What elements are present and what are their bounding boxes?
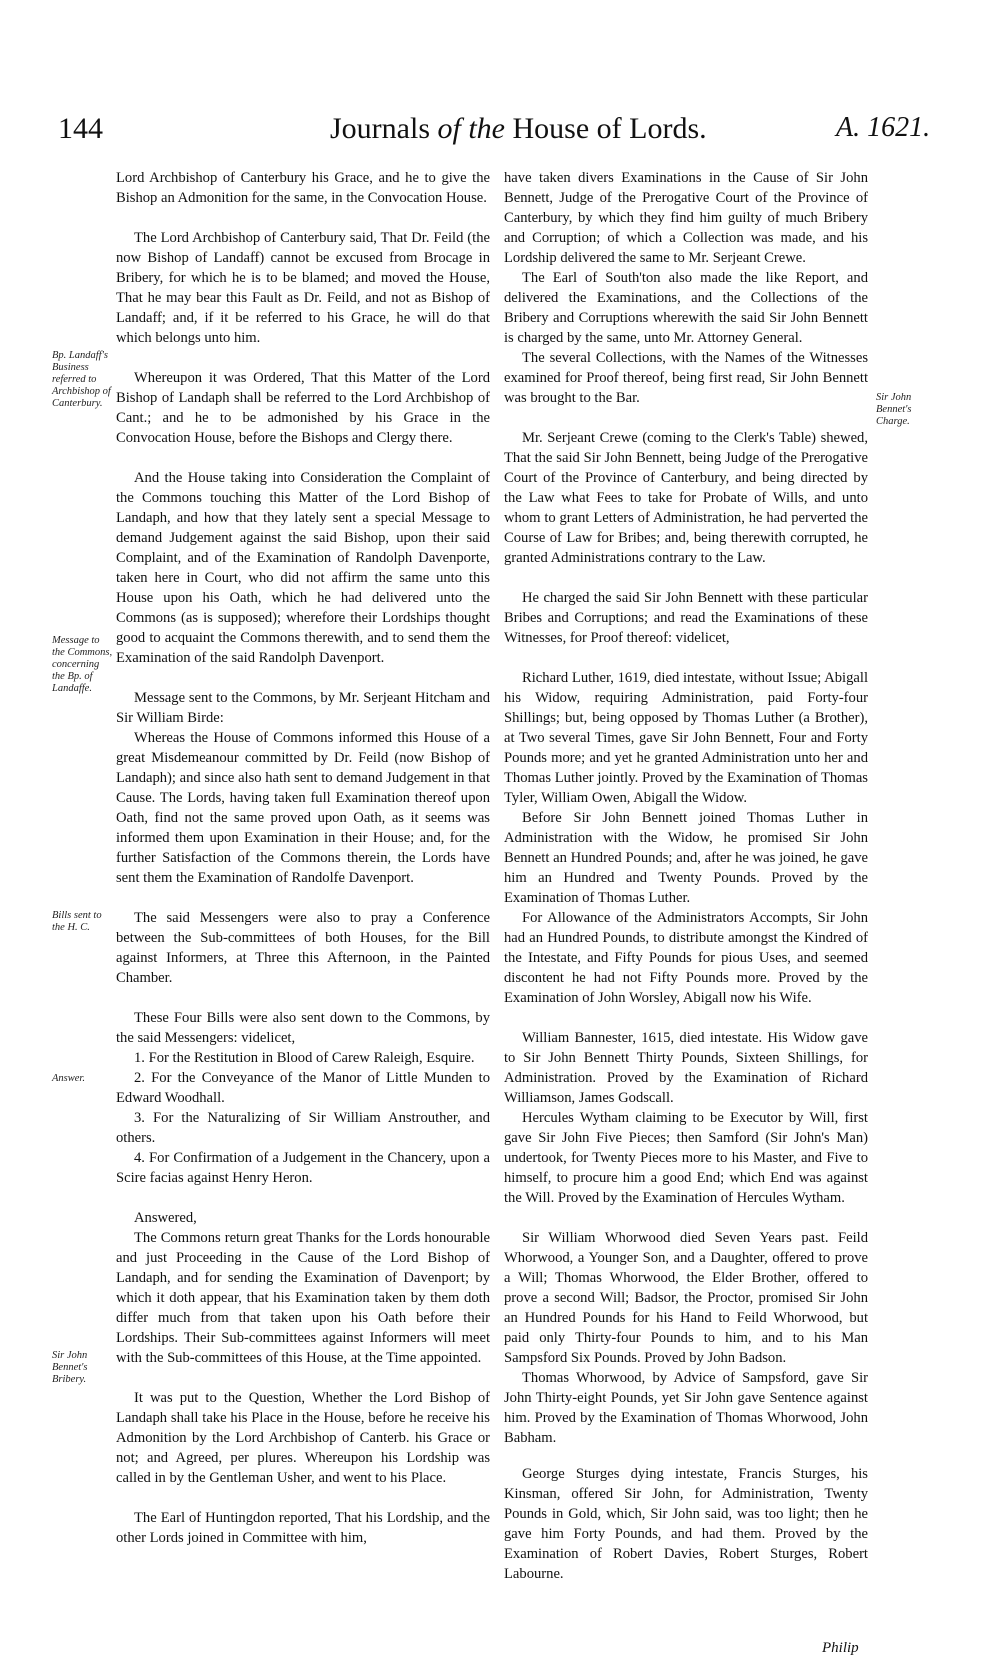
page-number: 144 <box>58 112 103 145</box>
paragraph: For Allowance of the Administrators Accompts, Sir John had an Hundred Pounds, to distribute amongst the Kindred of the Intestate, and Fifty Pounds for pious Uses, and seemed discontent he had not Fifty Pounds more. Proved by the Examination of John Worsley, Abigall now his Wife. <box>504 910 868 1006</box>
catchword: Philip <box>822 1640 859 1656</box>
paragraph: He charged the said Sir John Bennett with these particular Bribes and Corruptions; and read the Examinations of these Witnesses, for Proof thereof: videlicet, <box>504 590 868 646</box>
left-column <box>116 168 490 1548</box>
right-column <box>504 168 868 1584</box>
paragraph: It was put to the Question, Whether the Lord Bishop of Landaph shall take his Place in the House, before he receive his Admonition by the Lord Archbishop of Canterb. his Grace or not; and Agreed, per plures. Whereupon his Lordship was called in by the Gentleman Usher, and went to his Place. <box>116 1390 490 1486</box>
paragraph: George Sturges dying intestate, Francis Sturges, his Kinsman, offered Sir John, for Administration, Twenty Pounds in Gold, which, Sir John said, was too light; then he gave him Forty Pounds, and had them. Proved by the Examination of Robert Davies, Robert Sturges, Robert Labourne. <box>504 1466 868 1582</box>
paragraph: The Earl of South'ton also made the like Report, and delivered the Examinations, and the Collections of the Bribery and Corruptions wherewith the said Sir John Bennett is charged by the same, unto Mr. Attorney General. <box>504 270 868 346</box>
bill-item: 1. For the Restitution in Blood of Carew Raleigh, Esquire. <box>134 1050 475 1066</box>
paragraph: have taken divers Examinations in the Cause of Sir John Bennett, Judge of the Prerogative Court of the Province of Canterbury, by which they find him guilty of much Bribery and Corruption; of which a Collection was made, and his Lordship delivered the same to Mr. Serjeant Crewe. <box>504 170 868 266</box>
paragraph: Message sent to the Commons, by Mr. Serjeant Hitcham and Sir William Birde: <box>116 690 490 726</box>
margin-note-bennet-bribery: Sir John Bennet's Bribery. <box>52 1350 88 1385</box>
title-suffix: House of Lords. <box>505 112 707 145</box>
page-header <box>0 112 992 162</box>
paragraph: Whereupon it was Ordered, That this Matter of the Lord Bishop of Landaph shall be referred to the Lord Archbishop of Cant.; and he to be admonished by his Grace in the Convocation House, before the Bishops and Clergy there. <box>116 370 490 446</box>
paragraph: The Lord Archbishop of Canterbury said, That Dr. Feild (the now Bishop of Landaff) cannot be excused from Brocage in Bribery, for which he is to be blamed; and moved the House, That he may bear this Fault as Dr. Feild, and not as Bishop of Landaff; and, if it be referred to his Grace, he will do that which belongs unto him. <box>116 230 490 346</box>
paragraph: Lord Archbishop of Canterbury his Grace, and he to give the Bishop an Admonition for the same, in the Convocation House. <box>116 170 490 206</box>
margin-note-bills-sent: Bills sent to the H. C. <box>52 910 102 933</box>
running-title <box>330 112 707 146</box>
paragraph: Whereas the House of Commons informed this House of a great Misdemeanour committed by Dr. Feild (now Bishop of Landaph); and since also hath sent to demand Judgement in that Cause. The Lords, having taken full Examination thereof upon Oath, find not the same proved upon Oath, as it seems was informed them upon Examination in their House; and, for the further Satisfaction of the Commons therein, the Lords have sent them the Examination of Randolfe Davenport. <box>116 730 490 886</box>
bill-item: 3. For the Naturalizing of Sir William Anstrouther, and others. <box>116 1110 490 1146</box>
paragraph: These Four Bills were also sent down to the Commons, by the said Messengers: videlicet, <box>116 1010 490 1046</box>
paragraph: Answered, <box>134 1210 197 1226</box>
paragraph: Thomas Whorwood, by Advice of Sampsford, gave Sir John Thirty-eight Pounds, yet Sir John gave Sentence against him. Proved by the Examination of Thomas Whorwood, John Babham. <box>504 1370 868 1446</box>
paragraph: And the House taking into Consideration the Complaint of the Commons touching this Matter of the Lord Bishop of Landaph, and how that they lately sent a special Message to demand Judgement against the said Bishop, upon their said Complaint, and of the Examination of Randolph Davenporte, taken here in Court, who did not affirm the same unto this House upon his Oath, which he had delivered unto the Commons (as is supposed); wherefore their Lordships thought good to acquaint the Commons therewith, and to send them the Examination of the said Randolph Davenport. <box>116 470 490 666</box>
margin-note-landaff-referred: Bp. Landaff's Business referred to Archbishop of Canterbury. <box>52 350 111 409</box>
page-year: A. 1621. <box>836 112 931 143</box>
paragraph: Mr. Serjeant Crewe (coming to the Clerk's Table) shewed, That the said Sir John Bennett, being Judge of the Prerogative Court of the Province of Canterbury, and being directed by the Law what Fees to take for Probate of Wills, and unto whom to grant Letters of Administration, he had perverted the Course of Law for Bribes; and, being therewith corrupted, he granted Administrations contrary to the Law. <box>504 430 868 566</box>
title-of: of the <box>437 112 505 145</box>
bill-item: 4. For Confirmation of a Judgement in the Chancery, upon a Scire facias against Henry Heron. <box>116 1150 490 1186</box>
paragraph: The said Messengers were also to pray a Conference between the Sub-committees of both Houses, for the Bill against Informers, at Three this Afternoon, in the Painted Chamber. <box>116 910 490 986</box>
bill-item: 2. For the Conveyance of the Manor of Little Munden to Edward Woodhall. <box>116 1070 490 1106</box>
margin-note-message-commons: Message to the Commons, concerning the Bp. of Landaffe. <box>52 635 113 694</box>
paragraph: William Bannester, 1615, died intestate. His Widow gave to Sir John Bennett Thirty Pounds, Sixteen Shillings, for Administration. Proved by the Examination of Richard Williamson, James Godscall. <box>504 1030 868 1106</box>
paragraph: The Commons return great Thanks for the Lords honourable and just Proceeding in the Cause of the Lord Bishop of Landaph, and for sending the Examination of Davenport; by which it doth appear, that his Examination taken by them doth differ much from that taken upon his Oath before their Lordships. Their Sub-committees against Informers will meet with the Sub-committees of this House, at the Time appointed. <box>116 1230 490 1366</box>
paragraph: The Earl of Huntingdon reported, That his Lordship, and the other Lords joined in Committee with him, <box>116 1510 490 1546</box>
title-prefix: Journals <box>330 112 438 145</box>
margin-note-answer: Answer. <box>52 1073 85 1084</box>
paragraph: The several Collections, with the Names of the Witnesses examined for Proof thereof, being first read, Sir John Bennett was brought to the Bar. <box>504 350 868 406</box>
margin-note-bennet-charge: Sir John Bennet's Charge. <box>876 392 912 427</box>
paragraph: Sir William Whorwood died Seven Years past. Feild Whorwood, a Younger Son, and a Daughter, offered to prove a Will; Thomas Whorwood, the Elder Brother, offered to prove a second Will; Badsor, the Proctor, promised Sir John an Hundred Pounds for his Hand to Feild Whorwood, but paid only Thirty-four Pounds to him, and to his Man Sampsford Six Pounds. Proved by John Badson. <box>504 1230 868 1366</box>
paragraph: Richard Luther, 1619, died intestate, without Issue; Abigall his Widow, requiring Administration, paid Forty-four Shillings; but, being opposed by Thomas Luther (a Brother), at Two several Times, gave Sir John Bennett, Four and Forty Pounds more; and yet he granted Administration unto her and Thomas Luther jointly. Proved by the Examination of Thomas Tyler, William Owen, Abigall the Widow. <box>504 670 868 806</box>
paragraph: Before Sir John Bennett joined Thomas Luther in Administration with the Widow, he promised Sir John Bennett an Hundred Pounds; and, after he was joined, he gave him an Hundred and Twenty Pounds. Proved by the Examination of Thomas Luther. <box>504 810 868 906</box>
paragraph: Hercules Wytham claiming to be Executor by Will, first gave Sir John Five Pieces; then Samford (Sir John's Man) undertook, for Twenty Pieces more to his Master, and Five to himself, to procure him a good End; which End was against the Will. Proved by the Examination of Hercules Wytham. <box>504 1110 868 1206</box>
